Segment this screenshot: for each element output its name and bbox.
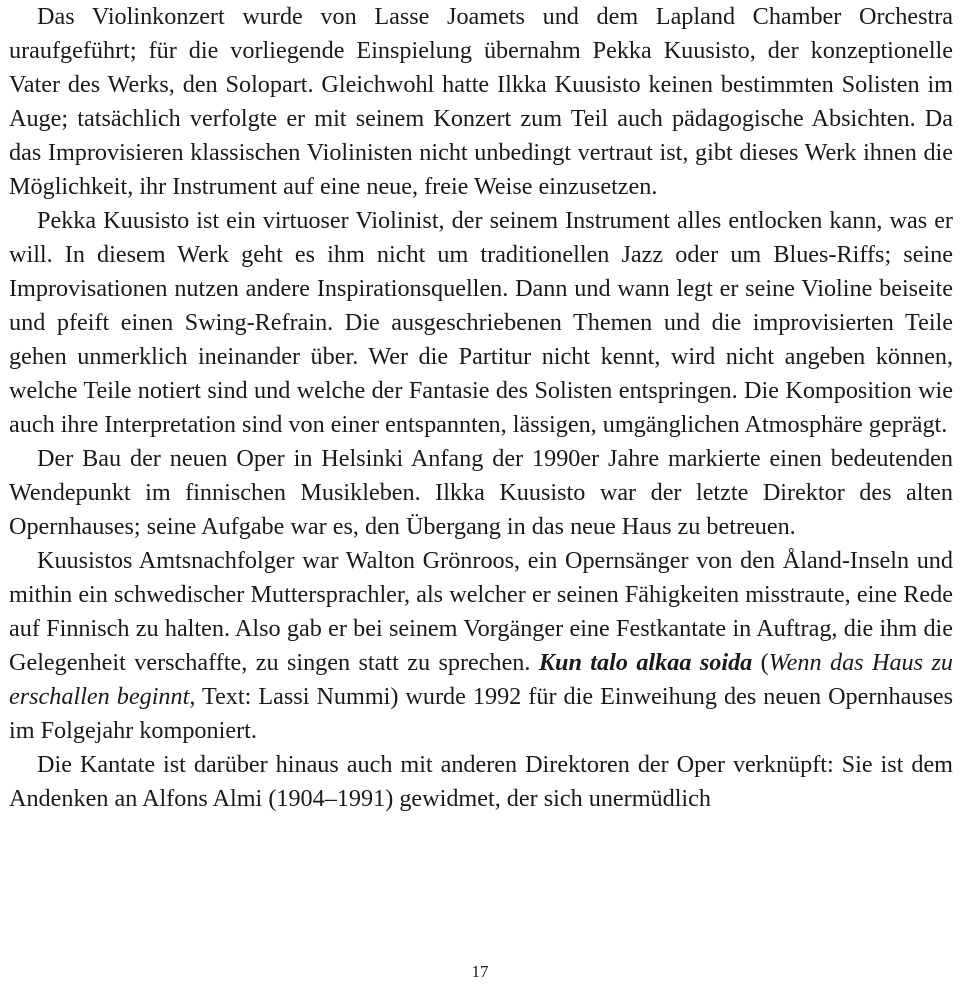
paragraph-pekka-kuusisto: Pekka Kuusisto ist ein virtuoser Violinist, der seinem Instrument alles entlocken kann, was er will. In diesem Werk geht es ihm nicht um traditionellen Jazz oder um Blues-Riffs; seine Improvisationen nutzen andere Inspirationsquellen. Dann und wann legt er seine Violine beiseite und pfeift einen Swing-Refrain. Die ausgeschriebenen Themen und die improvisierten Teile gehen unmerklich ineinander über. Wer die Partitur nicht kennt, wird nicht angeben können, welche Teile notiert sind und welche der Fantasie des Solisten entspringen. Die Komposition wie auch ihre Interpretation sind von einer entspannten, lässigen, umgänglichen Atmosphäre geprägt. — [9, 207, 953, 438]
page-number: 17 — [471, 962, 489, 981]
work-title: Kun talo alkaa soida — [538, 649, 753, 676]
paragraph-text-before: Kuusistos Amtsnachfolger war Walton Grönroos, ein Opernsänger von den Åland-Inseln und mithin ein schwedischer Muttersprachler, als welcher er seinen Fähigkeiten misstraute, eine Rede auf Finnisch zu halten. Also gab er bei seinem Vorgänger eine Festkantate in Auftrag, die ihm die Gelegenheit verschaffte, zu singen statt zu sprechen. — [9, 547, 953, 676]
paragraph-text-after: , Text: Lassi Nummi) wurde 1992 für die Einweihung des neuen Opernhauses im Folgejahr komponiert. — [9, 683, 953, 744]
paragraph-cantata-dedication: Die Kantate ist darüber hinaus auch mit anderen Direktoren der Oper verknüpft: Sie ist dem Andenken an Alfons Almi (1904–1991) gewidmet, der sich unermüdlich — [9, 751, 953, 812]
paren-open: ( — [752, 649, 769, 676]
title-translation: Wenn das Haus zu erschallen beginnt — [9, 649, 953, 710]
paragraph-helsinki-opera: Der Bau der neuen Oper in Helsinki Anfang der 1990er Jahre markierte einen bedeutenden Wendepunkt im finnischen Musikleben. Ilkka Kuusisto war der letzte Direktor des alten Opernhauses; seine Aufgabe war es, den Übergang in das neue Haus zu betreuen. — [9, 445, 953, 540]
body-text — [9, 0, 953, 816]
paragraph-walton-gronroos — [9, 544, 953, 748]
paragraph-violin-concerto: Das Violinkonzert wurde von Lasse Joamets und dem Lapland Chamber Orchestra uraufgeführt; für die vorliegende Einspielung übernahm Pekka Kuusisto, der konzeptionelle Vater des Werks, den Solopart. Gleichwohl hatte Ilkka Kuusisto keinen bestimmten Solisten im Auge; tatsächlich verfolgte er mit seinem Konzert zum Teil auch pädagogische Absichten. Da das Improvisieren klassischen Violinisten nicht unbedingt vertraut ist, gibt dieses Werk ihnen die Möglichkeit, ihr Instrument auf eine neue, freie Weise einzusetzen. — [9, 3, 953, 200]
